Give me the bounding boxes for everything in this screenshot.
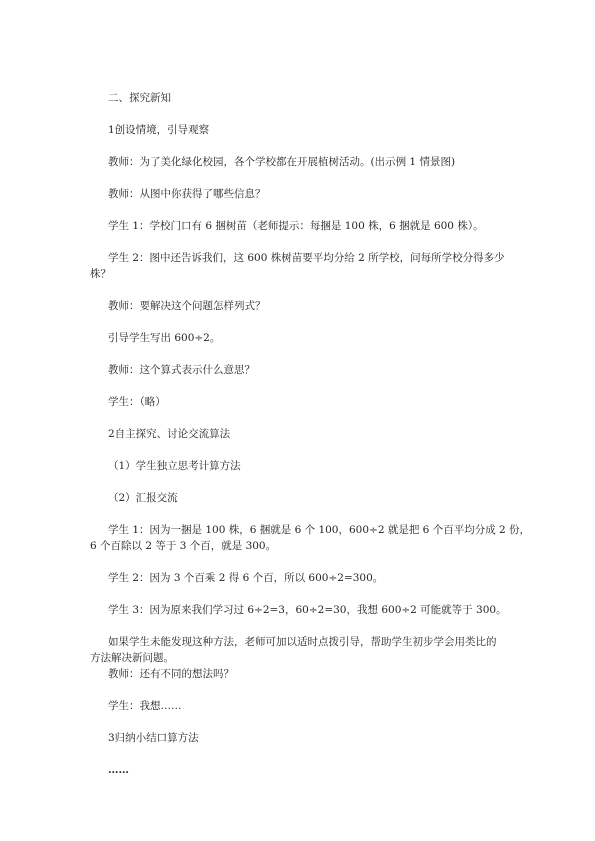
student1-line: 学生 1：学校门口有 6 捆树苗（老师提示：每捆是 100 株，6 捆就是 600 株）。 [108, 220, 484, 232]
step3-title: 3归纳小结口算方法 [108, 732, 199, 744]
student2-report: 学生 2：因为 3 个百乘 2 得 6 个百，所以 600÷2=300。 [108, 572, 384, 584]
teacher-line-3: 教师：要解决这个问题怎样列式？ [108, 300, 266, 312]
teacher-hint-b: 方法解决新问题。 [90, 652, 174, 664]
step2-title: 2自主探究、讨论交流算法 [108, 428, 231, 440]
teacher-line-2: 教师：从图中你获得了哪些信息？ [108, 188, 266, 200]
guide-line: 引导学生写出 600÷2。 [108, 332, 221, 344]
student-think: 学生：我想…… [108, 700, 182, 712]
ellipsis-line: …… [108, 764, 129, 776]
teacher-line-5: 教师：还有不同的想法吗？ [108, 668, 234, 680]
teacher-line-4: 教师：这个算式表示什么意思？ [108, 364, 255, 376]
student1-report-b: 6 个百除以 2 等于 3 个百，就是 300。 [90, 540, 277, 552]
sub-item-1: （1）学生独立思考计算方法 [108, 460, 241, 472]
teacher-line-1: 教师：为了美化绿化校园，各个学校都在开展植树活动。(出示例 1 情景图) [108, 156, 456, 168]
student-omit: 学生：（略） [108, 396, 166, 408]
student2-line-a: 学生 2：图中还告诉我们，这 600 株树苗要平均分给 2 所学校，问每所学校分得多少 [108, 252, 505, 264]
step1-title: 1创设情境，引导观察 [108, 124, 210, 136]
teacher-hint-a: 如果学生未能发现这种方法，老师可加以适时点拨引导，帮助学生初步学会用类比的 [108, 636, 497, 648]
student3-report: 学生 3：因为原来我们学习过 6÷2=3，60÷2=30，我想 600÷2 可能就等于 300。 [108, 604, 507, 616]
student2-line-b: 株？ [90, 268, 111, 280]
sub-item-2: （2）汇报交流 [108, 492, 178, 504]
student1-report-a: 学生 1：因为一捆是 100 株，6 捆就是 6 个 100，600÷2 就是把 6 个百平均分成 2 份， [108, 524, 531, 536]
section-heading: 二、探究新知 [108, 92, 171, 104]
